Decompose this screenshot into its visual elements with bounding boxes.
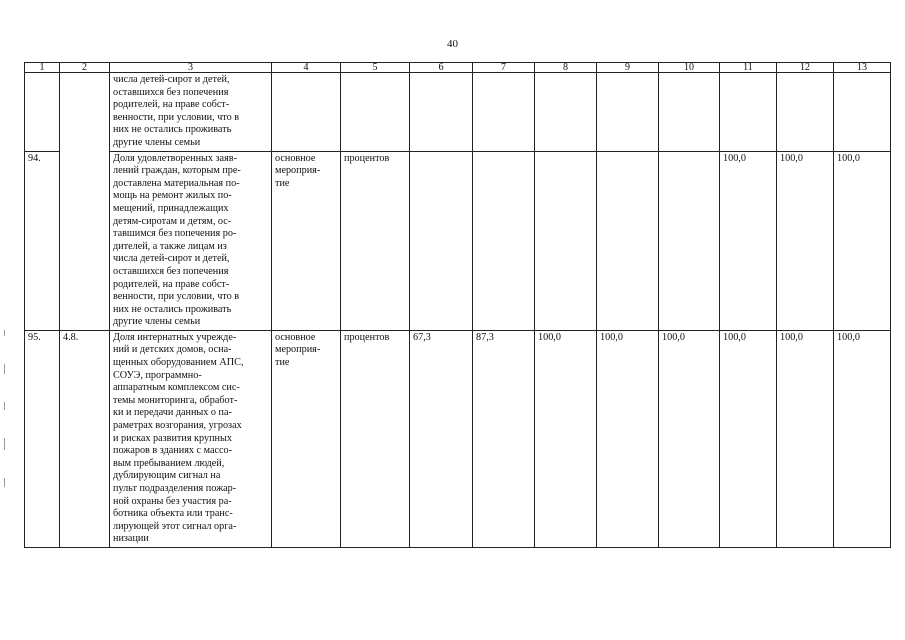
- indicator-description-cell: Доля удовлетворенных заяв- лений граждан, которым пре- доставлена материальная по- мощь на ремонт жилых по- мещений, принадлежащих детям-сиротам и детям, ос- тавшимся без попечения ро- дителей, а также лицам из числа детей-сирот и детей, оставшихся без попечения родителей, на праве собст- венности, при условии, что в них не остались проживать другие члены семьи: [110, 151, 272, 330]
- row-number-cell: [25, 73, 60, 152]
- value-cell: 100,0: [777, 151, 834, 330]
- indicators-table: [24, 62, 891, 548]
- scan-mark: [4, 478, 5, 487]
- value-cell: [597, 151, 659, 330]
- value-cell: [659, 151, 720, 330]
- value-cell: 100,0: [659, 330, 720, 547]
- column-header: 8: [535, 63, 597, 73]
- row-code-cell: [60, 73, 110, 152]
- value-cell: 67,3: [410, 330, 473, 547]
- value-cell: [535, 151, 597, 330]
- value-cell: 100,0: [834, 330, 891, 547]
- column-header: 2: [60, 63, 110, 73]
- indicator-description-cell: Доля интернатных учрежде- ний и детских домов, осна- щенных оборудованием АПС, СОУЭ, программно- аппаратным комплексом сис- темы мониторинга, обработ- ки и передачи данных о па- раметрах возгорания, угрозах и рисках развития крупных пожаров в зданиях с массо- вым пребыванием людей, дублирующим сигнал на пульт подразделения пожар- ной охраны без участия ра- ботника объекта или транс- лирующей этот сигнал орга- низации: [110, 330, 272, 547]
- scan-mark: [4, 402, 5, 410]
- scan-edge-marks: [4, 330, 6, 515]
- value-cell: 100,0: [777, 330, 834, 547]
- scan-mark: [4, 330, 5, 336]
- scan-mark: [4, 364, 5, 374]
- column-header: 3: [110, 63, 272, 73]
- row-number-cell: 94.: [25, 151, 60, 330]
- value-cell: 87,3: [473, 330, 535, 547]
- value-cell: 100,0: [834, 151, 891, 330]
- column-header: 9: [597, 63, 659, 73]
- column-header: 4: [272, 63, 341, 73]
- value-cell: [834, 73, 891, 152]
- column-header: 12: [777, 63, 834, 73]
- value-cell: [410, 151, 473, 330]
- value-cell: 100,0: [720, 151, 777, 330]
- measure-type-cell: основное мероприя- тие: [272, 151, 341, 330]
- column-header: 13: [834, 63, 891, 73]
- value-cell: 100,0: [535, 330, 597, 547]
- column-header: 11: [720, 63, 777, 73]
- value-cell: [535, 73, 597, 152]
- page-number: 40: [447, 38, 458, 50]
- measure-type-cell: [272, 73, 341, 152]
- table-row: [25, 330, 891, 547]
- column-header: 6: [410, 63, 473, 73]
- value-cell: [720, 73, 777, 152]
- column-header: 10: [659, 63, 720, 73]
- value-cell: [473, 73, 535, 152]
- column-header: 5: [341, 63, 410, 73]
- row-number-cell: 95.: [25, 330, 60, 547]
- measure-type-cell: основное мероприя- тие: [272, 330, 341, 547]
- value-cell: [597, 73, 659, 152]
- value-cell: [659, 73, 720, 152]
- unit-cell: процентов: [341, 330, 410, 547]
- indicator-description-cell: числа детей-сирот и детей, оставшихся без попечения родителей, на праве собст- венности, при условии, что в них не остались проживать другие члены семьи: [110, 73, 272, 152]
- column-header: 1: [25, 63, 60, 73]
- unit-cell: [341, 73, 410, 152]
- value-cell: 100,0: [720, 330, 777, 547]
- value-cell: [410, 73, 473, 152]
- unit-cell: процентов: [341, 151, 410, 330]
- table-row: [25, 73, 891, 152]
- scan-mark: [4, 438, 5, 450]
- column-header: 7: [473, 63, 535, 73]
- value-cell: [473, 151, 535, 330]
- value-cell: 100,0: [597, 330, 659, 547]
- table-row: [25, 151, 891, 330]
- column-number-header-row: [25, 63, 891, 73]
- value-cell: [777, 73, 834, 152]
- row-code-cell: [60, 151, 110, 330]
- row-code-cell: 4.8.: [60, 330, 110, 547]
